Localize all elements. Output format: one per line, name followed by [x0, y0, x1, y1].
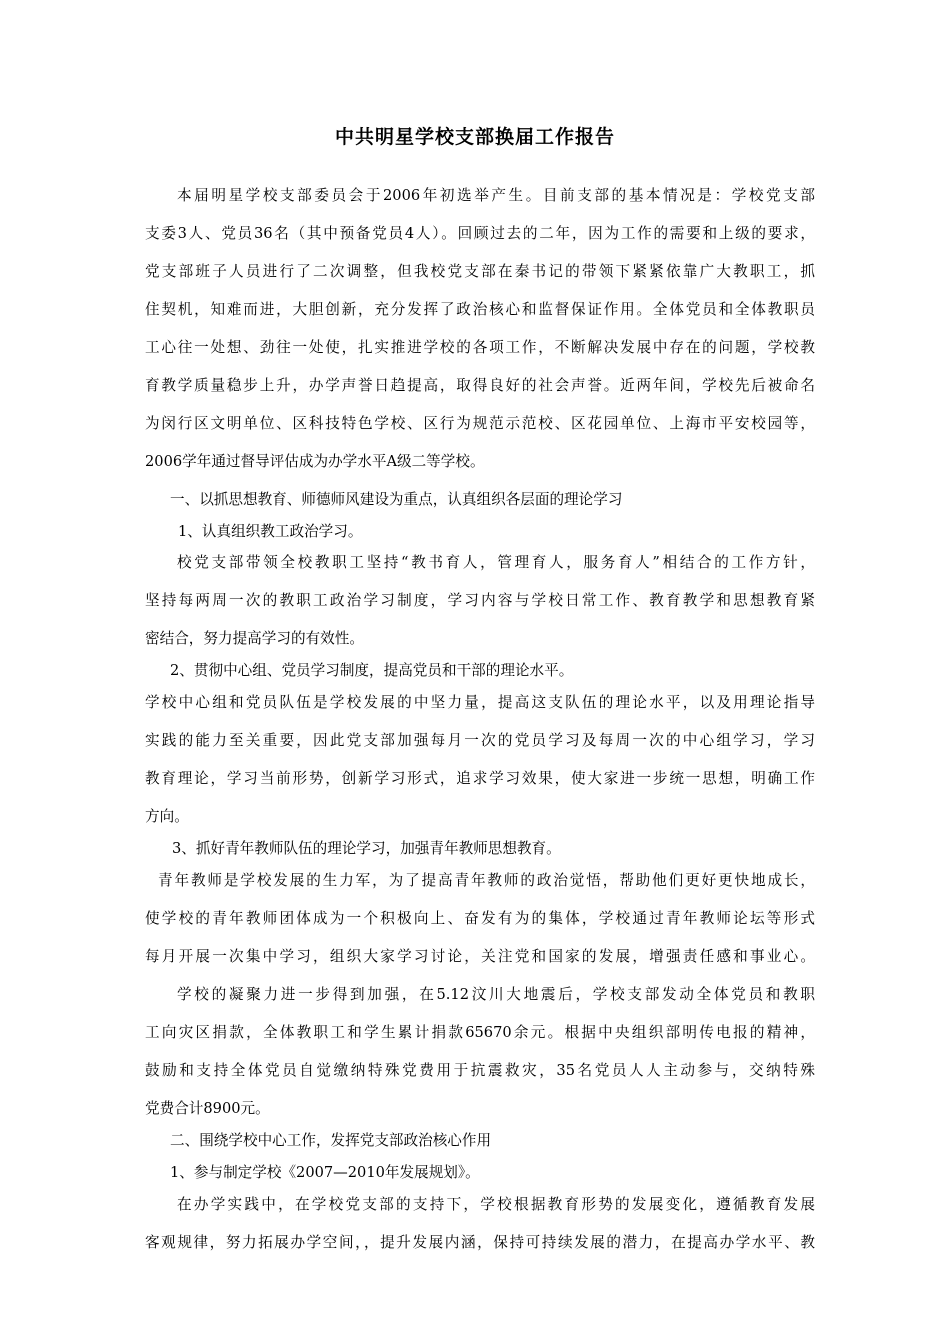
body-line: 教育理论，学习当前形势，创新学习形式，追求学习效果，使大家进一步统一思想，明确工作: [145, 770, 815, 787]
body-line: 1、认真组织教工政治学习。: [178, 523, 363, 540]
body-line: 每月开展一次集中学习，组织大家学习讨论，关注党和国家的发展，增强责任感和事业心。: [145, 948, 815, 965]
body-line: 为闵行区文明单位、区科技特色学校、区行为规范示范校、区花园单位、上海市平安校园等，: [145, 415, 815, 432]
body-line: 鼓励和支持全体党员自觉缴纳特殊党费用于抗震救灾，35名党员人人主动参与，交纳特殊: [145, 1062, 815, 1079]
body-line: 党支部班子人员进行了二次调整，但我校党支部在秦书记的带领下紧紧依靠广大教职工，抓: [145, 263, 815, 280]
body-line: 二、围绕学校中心工作，发挥党支部政治核心作用: [170, 1132, 492, 1149]
document-title: 中共明星学校支部换届工作报告: [334, 126, 615, 148]
body-line: 客观规律，努力拓展办学空间，，提升发展内涵，保持可持续发展的潜力，在提高办学水平、教: [145, 1234, 815, 1251]
body-line: 3、抓好青年教师队伍的理论学习，加强青年教师思想教育。: [172, 840, 561, 857]
body-line: 本届明星学校支部委员会于2006年初选举产生。目前支部的基本情况是：学校党支部: [177, 187, 815, 204]
body-line: 实践的能力至关重要，因此党支部加强每月一次的党员学习及每周一次的中心组学习，学习: [145, 732, 815, 749]
body-line: 使学校的青年教师团体成为一个积极向上、奋发有为的集体，学校通过青年教师论坛等形式: [145, 910, 815, 927]
body-line: 支委3人、党员36名（其中预备党员4人）。回顾过去的二年，因为工作的需要和上级的要求，: [145, 225, 815, 242]
body-line: 1、参与制定学校《2007—2010年发展规划》。: [170, 1164, 480, 1181]
body-line: 校党支部带领全校教职工坚持“教书育人，管理育人，服务育人”相结合的工作方针，: [177, 554, 815, 571]
body-line: 青年教师是学校发展的生力军，为了提高青年教师的政治觉悟，帮助他们更好更快地成长，: [158, 872, 815, 889]
body-line: 学校中心组和党员队伍是学校发展的中坚力量，提高这支队伍的理论水平，以及用理论指导: [145, 694, 815, 711]
body-line: 工向灾区捐款，全体教职工和学生累计捐款65670余元。根据中央组织部明传电报的精神，: [145, 1024, 815, 1041]
body-line: 密结合，努力提高学习的有效性。: [145, 630, 364, 647]
body-line: 一、以抓思想教育、师德师风建设为重点，认真组织各层面的理论学习: [170, 491, 623, 508]
body-line: 党费合计8900元。: [145, 1100, 270, 1117]
body-line: 方向。: [145, 808, 189, 825]
body-line: 住契机，知难而进，大胆创新，充分发挥了政治核心和监督保证作用。全体党员和全体教职员: [145, 301, 815, 318]
body-line: 学校的凝聚力进一步得到加强，在5.12汶川大地震后，学校支部发动全体党员和教职: [177, 986, 815, 1003]
body-line: 2006学年通过督导评估成为办学水平A级二等学校。: [145, 453, 485, 470]
body-line: 育教学质量稳步上升，办学声誉日趋提高，取得良好的社会声誉。近两年间，学校先后被命名: [145, 377, 815, 394]
body-line: 坚持每两周一次的教职工政治学习制度，学习内容与学校日常工作、教育教学和思想教育紧: [145, 592, 815, 609]
body-line: 2、贯彻中心组、党员学习制度，提高党员和干部的理论水平。: [170, 662, 574, 679]
body-line: 工心往一处想、劲往一处使，扎实推进学校的各项工作，不断解决发展中存在的问题，学校教: [145, 339, 815, 356]
body-line: 在办学实践中，在学校党支部的支持下，学校根据教育形势的发展变化，遵循教育发展: [177, 1196, 815, 1213]
